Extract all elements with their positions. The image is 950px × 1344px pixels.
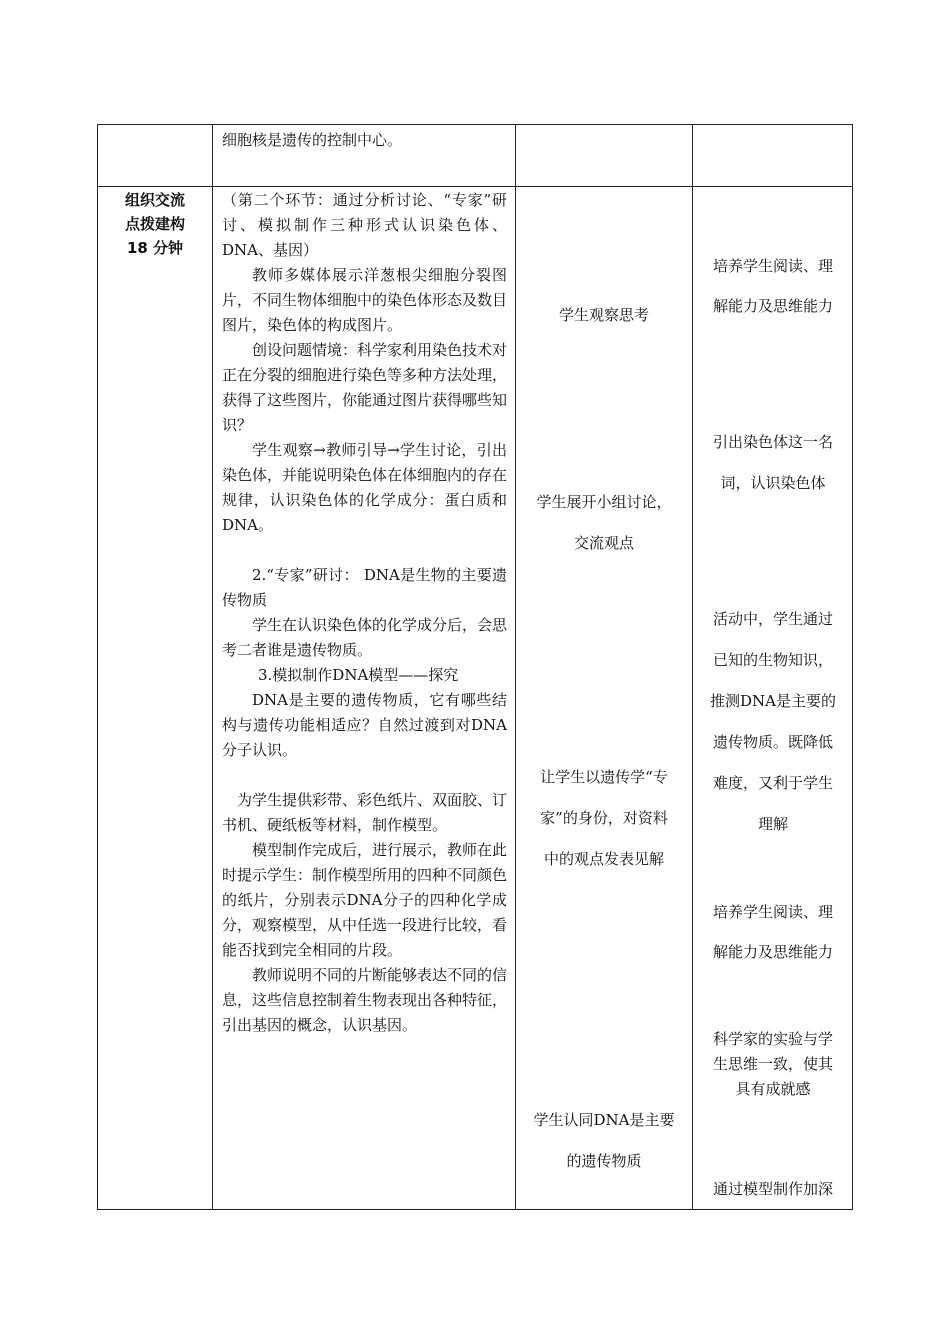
content-cell — [222, 188, 507, 1038]
design-intent-3-line5: 难度，又利于学生 — [712, 774, 833, 792]
design-intent-6-line1: 通过模型制作加深 — [712, 1180, 833, 1198]
content-para-7: DNA是主要的遗传物质，它有哪些结构与遗传功能相适应？自然过渡到对DNA分子认识。 — [222, 691, 507, 759]
content-para-6: 3.模拟制作DNA模型——探究 — [258, 666, 459, 684]
blank-line — [222, 538, 507, 563]
column-divider-1 — [212, 124, 213, 1210]
design-intent-3-line3: 推测DNA是主要的 — [710, 692, 836, 710]
top-row-content — [222, 128, 507, 153]
design-intent-2 — [693, 422, 853, 504]
student-activity-3 — [516, 757, 692, 880]
student-activity-2 — [516, 482, 692, 564]
design-intent-1 — [693, 246, 853, 326]
student-activity-4-line1: 学生认同DNA是主要 — [533, 1111, 675, 1129]
student-activity-2-line1: 学生展开小组讨论， — [536, 493, 672, 511]
design-intent-3-line6: 理解 — [757, 815, 788, 833]
stage-name-line1: 组织交流 — [124, 191, 185, 209]
design-intent-3-line4: 遗传物质。既降低 — [712, 733, 833, 751]
student-activity-3-line1: 让学生以遗传学“专 — [540, 768, 668, 786]
content-para-5: 学生在认识染色体的化学成分后，会思考二者谁是遗传物质。 — [222, 616, 508, 659]
table-left-border — [97, 124, 98, 1210]
design-intent-4 — [693, 892, 853, 972]
design-intent-1-line1: 培养学生阅读、理 — [712, 257, 833, 275]
content-para-4: 2.“专家”研讨： DNA是生物的主要遗传物质 — [222, 566, 507, 609]
design-intent-5 — [693, 1027, 853, 1102]
design-intent-4-line1: 培养学生阅读、理 — [712, 903, 833, 921]
student-activity-3-line3: 中的观点发表见解 — [543, 850, 664, 868]
column-divider-2 — [515, 124, 516, 1210]
content-para-1: 教师多媒体展示洋葱根尖细胞分裂图片，不同生物体细胞中的染色体形态及数目图片，染色体的构成图片。 — [222, 266, 508, 334]
content-para-10: 教师说明不同的片断能够表达不同的信息，这些信息控制着生物表现出各种特征，引出基因的概念，认识基因。 — [222, 966, 508, 1034]
stage-name-line2: 点拨建构 — [124, 215, 185, 233]
design-intent-6 — [693, 1177, 853, 1202]
design-intent-1-line2: 解能力及思维能力 — [712, 297, 833, 315]
student-activity-2-line2: 交流观点 — [573, 534, 634, 552]
content-para-9: 模型制作完成后，进行展示，教师在此时提示学生：制作模型所用的四种不同颜色的纸片，分别表示DNA分子的四种化学成分，观察模型，从中任选一段进行比较，看能否找到完全相同的片段。 — [222, 841, 508, 959]
student-activity-4 — [516, 1100, 692, 1182]
design-intent-5-line1: 科学家的实验与学 — [712, 1030, 833, 1048]
content-para-8: 为学生提供彩带、彩色纸片、双面胶、订书机、硬纸板等材料，制作模型。 — [222, 791, 508, 834]
student-activity-4-line2: 的遗传物质 — [566, 1152, 642, 1170]
design-intent-3-line2: 已知的生物知识， — [712, 651, 833, 669]
content-para-2: 创设问题情境：科学家利用染色技术对正在分裂的细胞进行染色等多种方法处理，获得了这些图片，你能通过图片获得哪些知识？ — [222, 341, 508, 434]
design-intent-3-line1: 活动中，学生通过 — [712, 610, 833, 628]
content-intro: （第二个环节：通过分析讨论、“专家”研讨、模拟制作三种形式认识染色体、DNA、基因） — [222, 191, 507, 259]
design-intent-2-line2: 词，认识染色体 — [720, 474, 826, 492]
student-activity-3-line2: 家”的身份，对资料 — [540, 809, 668, 827]
design-intent-3 — [693, 599, 853, 845]
design-intent-5-line2: 生思维一致，使其 — [712, 1055, 833, 1073]
content-para-3: 学生观察→教师引导→学生讨论，引出染色体，并能说明染色体在体细胞内的存在规律，认识染色体的化学成分：蛋白质和DNA。 — [222, 441, 508, 534]
blank-line — [222, 763, 507, 788]
student-activity-1 — [516, 295, 692, 336]
design-intent-2-line1: 引出染色体这一名 — [712, 433, 833, 451]
top-row-text: 细胞核是遗传的控制中心。 — [222, 131, 403, 149]
design-intent-5-line3: 具有成就感 — [735, 1080, 811, 1098]
stage-duration: 18 分钟 — [126, 239, 184, 257]
stage-cell — [98, 188, 212, 260]
design-intent-4-line2: 解能力及思维能力 — [712, 943, 833, 961]
student-activity-1-text: 学生观察思考 — [558, 306, 649, 324]
